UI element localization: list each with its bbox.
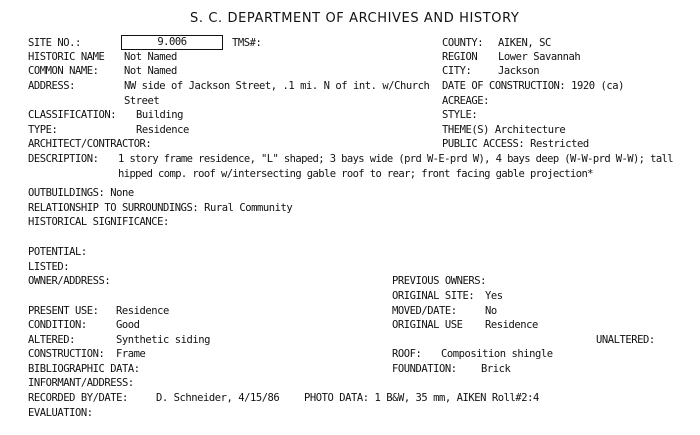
site-no-value: 9.006 [157, 36, 187, 48]
document-title: S. C. DEPARTMENT OF ARCHIVES AND HISTORY [190, 11, 520, 26]
city-label: CITY: [442, 65, 472, 77]
county-value: AIKEN, SC [498, 37, 551, 49]
informant-address-label: INFORMANT/ADDRESS: [28, 377, 134, 389]
type-value: Residence [136, 124, 189, 136]
site-no-field [121, 35, 223, 50]
description-line1: 1 story frame residence, "L" shaped; 3 bays wide (prd W-E-prd W), 4 bays deep (W-W-prd W-W); tall [118, 153, 673, 165]
bibliographic-data-label: BIBLIOGRAPHIC DATA: [28, 363, 140, 375]
roof-value: Composition shingle [441, 348, 553, 360]
foundation-value: Brick [481, 363, 511, 375]
region-label: REGION [442, 51, 478, 63]
evaluation-label: EVALUATION: [28, 407, 93, 419]
relationship-to-surroundings: RELATIONSHIP TO SURROUNDINGS: Rural Community [28, 202, 293, 214]
address-line1: NW side of Jackson Street, .1 mi. N of int. w/Church [124, 80, 430, 92]
classification-label: CLASSIFICATION: [28, 109, 117, 121]
construction-value: Frame [116, 348, 146, 360]
potential-label: POTENTIAL: [28, 246, 87, 258]
county-label: COUNTY: [442, 37, 484, 49]
original-use-label: ORIGINAL USE [392, 319, 463, 331]
common-name-label: COMMON NAME: [28, 65, 99, 77]
owner-address-label: OWNER/ADDRESS: [28, 275, 111, 287]
recorded-by-label: RECORDED BY/DATE: [28, 392, 128, 404]
original-use-value: Residence [485, 319, 538, 331]
acreage-label: ACREAGE: [442, 95, 489, 107]
previous-owners-label: PREVIOUS OWNERS: [392, 275, 486, 287]
common-name-value: Not Named [124, 65, 177, 77]
region-value: Lower Savannah [498, 51, 581, 63]
historical-significance-label: HISTORICAL SIGNIFICANCE: [28, 216, 169, 228]
historic-name-value: Not Named [124, 51, 177, 63]
original-site-label: ORIGINAL SITE: [392, 290, 475, 302]
foundation-label: FOUNDATION: [392, 363, 457, 375]
city-value: Jackson [498, 65, 540, 77]
public-access: PUBLIC ACCESS: Restricted [442, 138, 589, 150]
architect-label: ARCHITECT/CONTRACTOR: [28, 138, 152, 150]
unaltered-label: UNALTERED: [596, 334, 655, 346]
construction-label: CONSTRUCTION: [28, 348, 105, 360]
altered-label: ALTERED: [28, 334, 75, 346]
type-label: TYPE: [28, 124, 58, 136]
present-use-value: Residence [116, 305, 169, 317]
altered-value: Synthetic siding [116, 334, 210, 346]
moved-date-value: No [485, 305, 497, 317]
style-label: STYLE: [442, 109, 478, 121]
outbuildings: OUTBUILDINGS: None [28, 187, 134, 199]
description-line2: hipped comp. roof w/intersecting gable roof to rear; front facing gable projection* [118, 168, 593, 180]
moved-date-label: MOVED/DATE: [392, 305, 457, 317]
site-no-label: SITE NO.: [28, 37, 81, 49]
address-label: ADDRESS: [28, 80, 75, 92]
recorded-by-value: D. Schneider, 4/15/86 [156, 392, 280, 404]
condition-label: CONDITION: [28, 319, 87, 331]
description-label: DESCRIPTION: [28, 153, 99, 165]
tms-label: TMS#: [232, 37, 262, 49]
original-site-value: Yes [485, 290, 503, 302]
historic-name-label: HISTORIC NAME [28, 51, 105, 63]
photo-data: PHOTO DATA: 1 B&W, 35 mm, AIKEN Roll#2:4 [304, 392, 539, 404]
present-use-label: PRESENT USE: [28, 305, 99, 317]
condition-value: Good [116, 319, 140, 331]
roof-label: ROOF: [392, 348, 422, 360]
listed-label: LISTED: [28, 261, 70, 273]
address-line2: Street [124, 95, 160, 107]
classification-value: Building [136, 109, 183, 121]
themes: THEME(S) Architecture [442, 124, 566, 136]
date-of-construction: DATE OF CONSTRUCTION: 1920 (ca) [442, 80, 625, 92]
